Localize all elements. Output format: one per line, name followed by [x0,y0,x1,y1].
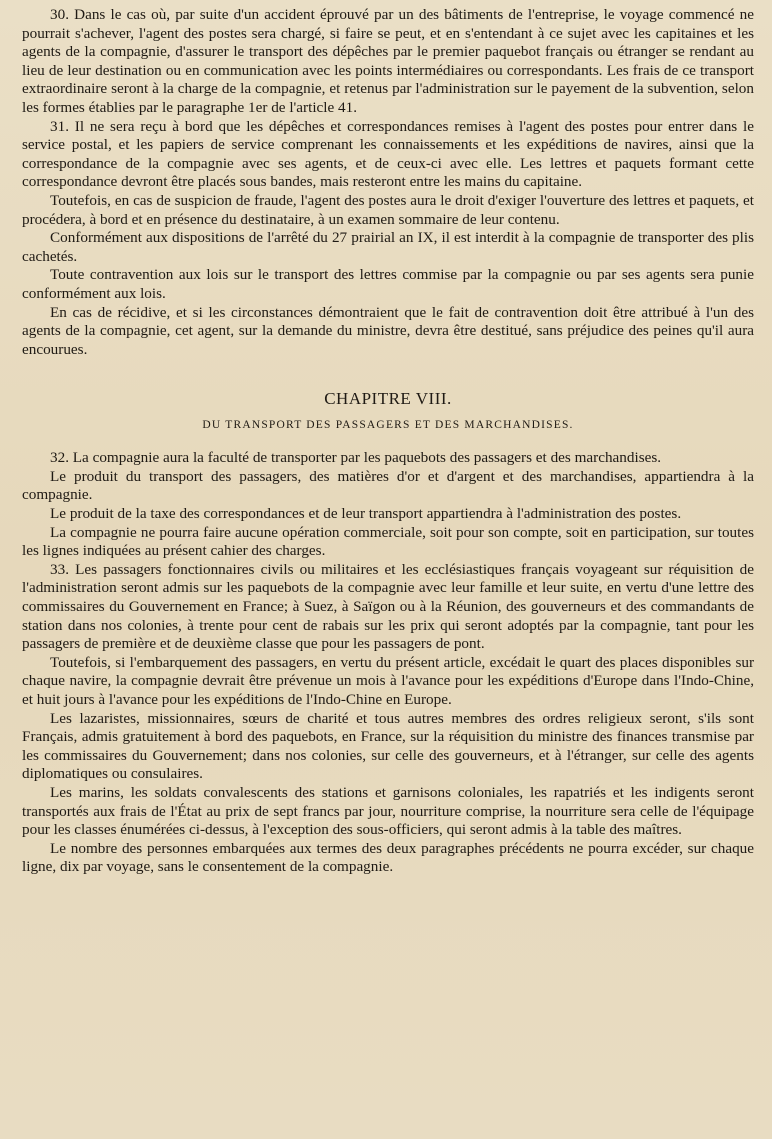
paragraph: Toutefois, en cas de suspicion de fraude, l'agent des postes aura le droit d'exiger l'ouverture des lettres et paquets, et procédera, à bord et en présence du destinataire, à un examen sommaire de leur contenu. [22,191,754,228]
chapter-subtitle: DU TRANSPORT DES PASSAGERS ET DES MARCHANDISES. [202,419,574,432]
paragraph: 30. Dans le cas où, par suite d'un accident éprouvé par un des bâtiments de l'entreprise, le voyage commencé ne pourrait s'achever, l'agent des postes sera chargé, si faire se peut, et en s'entendant à ce sujet avec les capitaines et les agents de la compagnie, d'assurer le transport des dépêches par le premier paquebot français ou étranger se rendant au lieu de leur destination ou en communication avec les points intermédiaires ou correspondants. Les frais de ce transport extraordinaire seront à la charge de la compagnie, et retenus par l'administration sur le payement de la subvention, selon les formes établies par le paragraphe 1er de l'article 41. [22,6,754,116]
section-articles-30-31 [22,6,754,359]
paragraph: Les lazaristes, missionnaires, sœurs de charité et tous autres membres des ordres religieux seront, s'ils sont Français, admis gratuitement à bord des paquebots, en France, sur la réquisition du ministre des finances transmise par les commissaires du Gouvernement; dans nos colonies, sur celle des gouverneurs, et à l'étranger, sur celle des agents diplomatiques ou consulaires. [22,709,754,783]
paragraph: 32. La compagnie aura la faculté de transporter par les paquebots des passagers et des marchandises. [50,449,662,467]
paragraph: Toute contravention aux lois sur le transport des lettres commise par la compagnie ou par ses agents sera punie conformément aux lois. [22,266,754,302]
paragraph: Conformément aux dispositions de l'arrêté du 27 prairial an IX, il est interdit à la compagnie de transporter des plis cachetés. [22,229,754,265]
paragraph: 33. Les passagers fonctionnaires civils ou militaires et les ecclésiastiques français voyageant sur réquisition de l'administration seront admis sur les paquebots de la compagnie avec leur famille et leur suite, en vertu d'une lettre des commissaires du Gouvernement en France; à Suez, à Saïgon ou à la Réunion, des gouverneurs et des commandants de station dans nos colonies, à trente pour cent de rabais sur les prix qui seront adoptés par la compagnie, tant pour les passagers de première et de deuxième classe que pour les passagers de pont. [22,560,754,653]
paragraph: En cas de récidive, et si les circonstances démontraient que le fait de contravention doit être attribué à l'un des agents de la compagnie, cet agent, sur la demande du ministre, devra être destitué, sans préjudice des peines qu'il aura encourues. [22,303,754,358]
paragraph: Toutefois, si l'embarquement des passagers, en vertu du présent article, excédait le quart des places disponibles sur chaque navire, la compagnie devrait être prévenue un mois à l'avance pour les expéditions d'Europe dans l'Indo-Chine, et huit jours à l'avance pour les expéditions de l'Indo-Chine en Europe. [22,653,754,708]
paragraph: Le produit du transport des passagers, des matières d'or et d'argent et des marchandises, appartiendra à la compagnie. [22,467,754,504]
paragraph: Les marins, les soldats convalescents des stations et garnisons coloniales, les rapatriés et les indigents seront transportés aux frais de l'État au prix de sept francs par jour, nourriture comprise, la nourriture sera celle de l'équipage pour les classes énumérées ci-dessus, à l'exception des sous-officiers, qui seront admis à la table des maîtres. [22,783,754,839]
section-articles-32-33 [22,449,754,877]
chapter-title: CHAPITRE VIII. [324,389,452,409]
paragraph: Le produit de la taxe des correspondances et de leur transport appartiendra à l'administration des postes. [50,505,682,523]
paragraph: 31. Il ne sera reçu à bord que les dépêches et correspondances remises à l'agent des postes pour entrer dans le service postal, et les papiers de service comprenant les connaissements et les expéditions de navires, ainsi que la correspondance de la compagnie avec ses agents, et de ceux-ci avec elle. Les lettres et paquets formant cette correspondance devront être placés sous bandes, mais resteront entre les mains du capitaine. [22,117,754,191]
paragraph: Le nombre des personnes embarquées aux termes des deux paragraphes précédents ne pourra excéder, sur chaque ligne, dix par voyage, sans le consentement de la compagnie. [22,839,754,876]
paragraph: La compagnie ne pourra faire aucune opération commerciale, soit pour son compte, soit en participation, sur toutes les lignes indiquées au présent cahier des charges. [22,523,754,560]
